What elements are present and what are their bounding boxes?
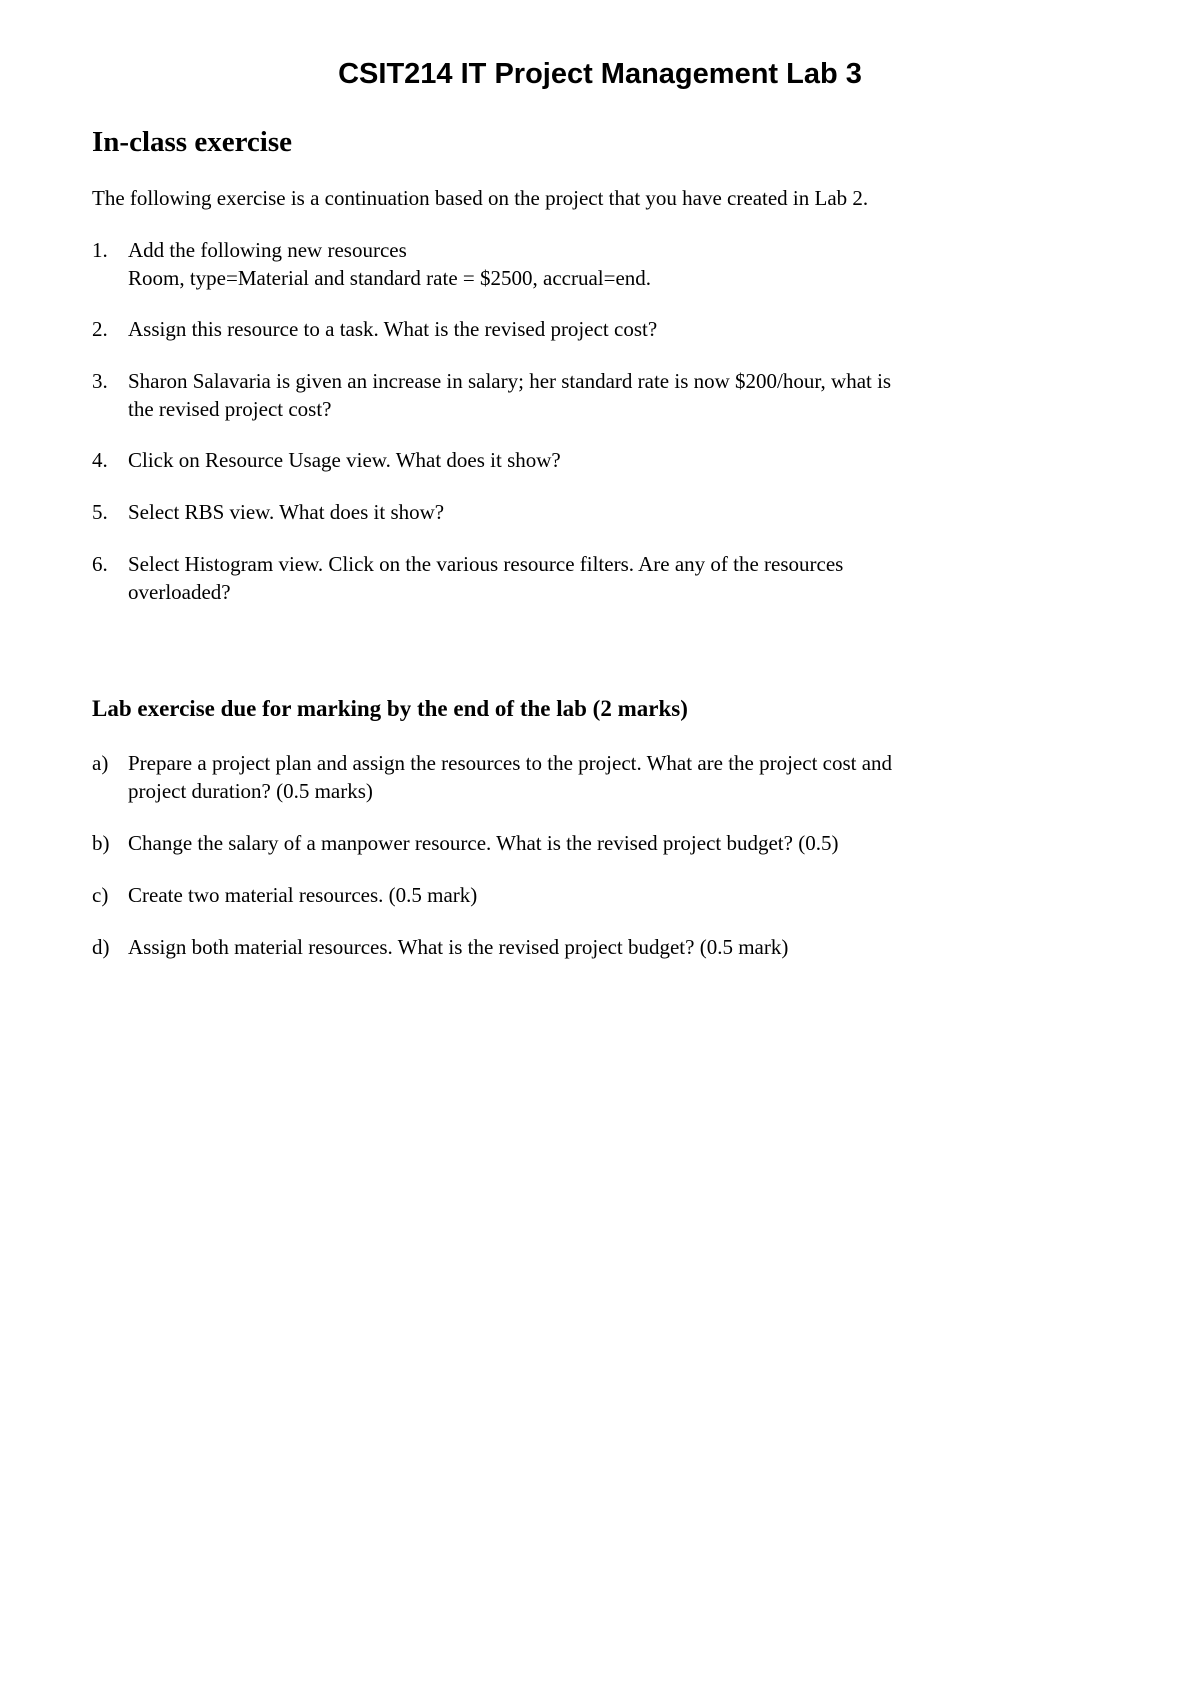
list-item-text: Room, type=Material and standard rate = $2500, accrual=end. bbox=[128, 266, 652, 290]
list-item-text: Add the following new resources bbox=[128, 238, 407, 262]
lab-item-a bbox=[92, 749, 1052, 805]
list-item-text: Assign this resource to a task. What is the revised project cost? bbox=[128, 317, 658, 341]
list-item-text: the revised project cost? bbox=[128, 397, 332, 421]
list-item-text: Prepare a project plan and assign the resources to the project. What are the project cost and bbox=[128, 751, 893, 775]
page-title: CSIT214 IT Project Management Lab 3 bbox=[338, 58, 862, 90]
lab-exercise-heading: Lab exercise due for marking by the end of the lab (2 marks) bbox=[92, 696, 688, 721]
lab-item-d bbox=[92, 933, 1052, 961]
list-item-text: Sharon Salavaria is given an increase in salary; her standard rate is now $200/hour, what is bbox=[128, 369, 892, 393]
list-marker: b) bbox=[92, 831, 110, 855]
list-marker: 1. bbox=[92, 238, 108, 262]
lab-item-b bbox=[92, 829, 1052, 857]
list-item-text: project duration? (0.5 marks) bbox=[128, 779, 373, 803]
list-item-text: overloaded? bbox=[128, 580, 231, 604]
in-class-item-1 bbox=[92, 236, 1052, 292]
list-item-text: Change the salary of a manpower resource. What is the revised project budget? (0.5) bbox=[128, 831, 839, 855]
in-class-heading: In-class exercise bbox=[92, 126, 292, 158]
in-class-item-2 bbox=[92, 315, 1052, 343]
in-class-item-3 bbox=[92, 367, 1052, 423]
list-marker: 6. bbox=[92, 552, 108, 576]
list-marker: 4. bbox=[92, 448, 108, 472]
list-item-text: Select RBS view. What does it show? bbox=[128, 500, 445, 524]
in-class-item-4 bbox=[92, 446, 1052, 474]
list-marker: d) bbox=[92, 935, 110, 959]
in-class-item-6 bbox=[92, 550, 1052, 606]
list-item-text: Click on Resource Usage view. What does it show? bbox=[128, 448, 561, 472]
in-class-intro: The following exercise is a continuation based on the project that you have created in Lab 2. bbox=[92, 186, 869, 210]
list-marker: a) bbox=[92, 751, 109, 775]
list-item-text: Select Histogram view. Click on the various resource filters. Are any of the resources bbox=[128, 552, 844, 576]
list-marker: 3. bbox=[92, 369, 108, 393]
list-item-text: Assign both material resources. What is the revised project budget? (0.5 mark) bbox=[128, 935, 789, 959]
list-marker: c) bbox=[92, 883, 109, 907]
list-marker: 5. bbox=[92, 500, 108, 524]
list-item-text: Create two material resources. (0.5 mark) bbox=[128, 883, 478, 907]
in-class-item-5 bbox=[92, 498, 1052, 526]
list-marker: 2. bbox=[92, 317, 108, 341]
lab-item-c bbox=[92, 881, 1052, 909]
